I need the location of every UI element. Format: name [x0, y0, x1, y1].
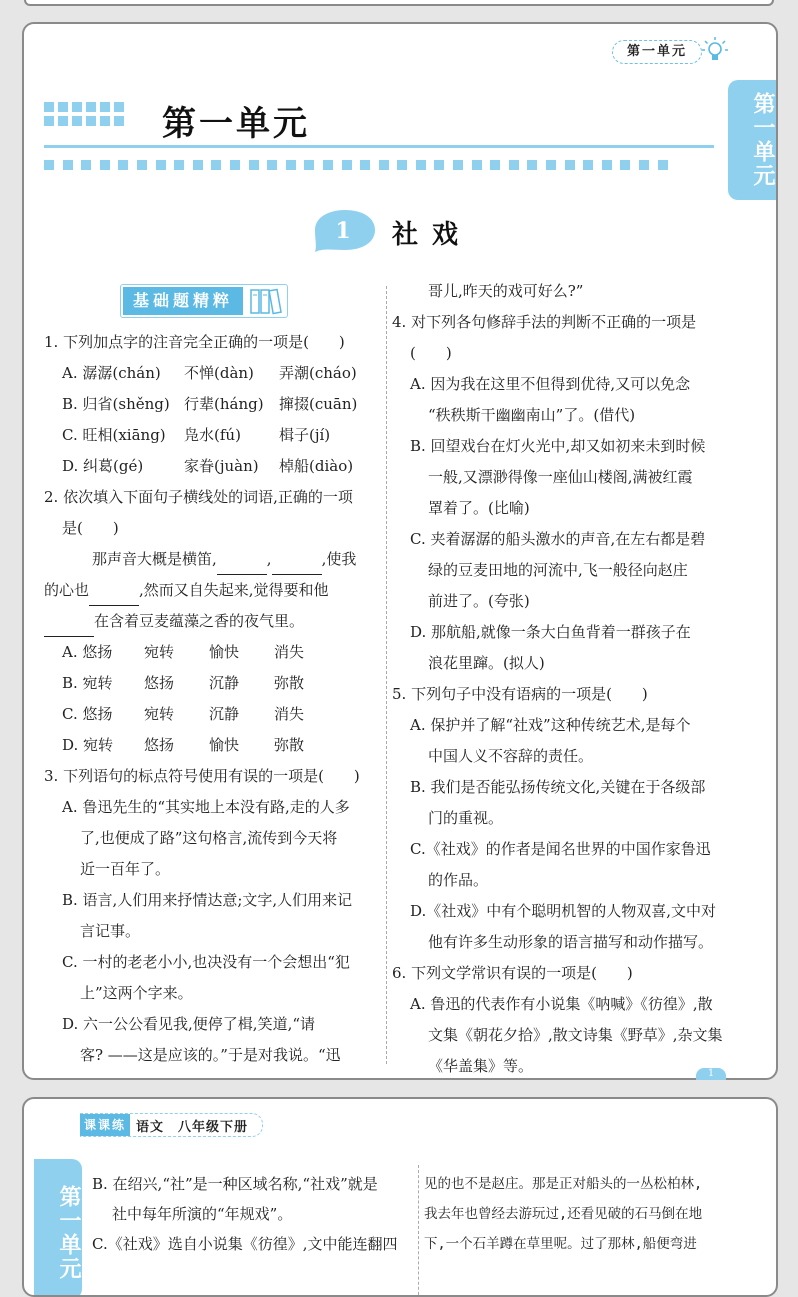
- q5-option-a: A. 保护并了解“社戏”这种传统艺术,是每个: [410, 716, 691, 734]
- q2-option-d: D. 宛转 悠扬 愉快 弥散: [62, 736, 305, 754]
- lesson-number: 1: [335, 218, 351, 244]
- q5-stem: 5. 下列句子中没有语病的一项是( ): [392, 685, 648, 703]
- unit-title: 第一单元: [162, 104, 310, 144]
- q5-option-a-cont: 中国人义不容辞的责任。: [428, 747, 594, 765]
- q5-option-d: D.《社戏》中有个聪明机智的人物双喜,文中对: [410, 902, 717, 920]
- q1-option-a: A. 潺潺(chán) 不惮(dàn) 弄潮(cháo): [62, 364, 357, 382]
- column-divider-2: [418, 1165, 419, 1297]
- q6-option-a: A. 鲁迅的代表作有小说集《呐喊》《彷徨》,散: [410, 995, 713, 1013]
- q5-option-c-cont: 的作品。: [428, 871, 489, 889]
- q4-option-c-cont: 绿的豆麦田地的河流中,飞一般径向赵庄: [428, 561, 688, 579]
- blank: [44, 616, 94, 637]
- books-icon: [249, 287, 285, 315]
- q2-option-a: A. 悠扬 宛转 愉快 消失: [62, 643, 305, 661]
- q3-option-b-cont: 言记事。: [80, 922, 141, 940]
- section-label: [120, 284, 288, 318]
- q4-option-b: B. 回望戏台在灯火光中,却又如初来未到时候: [410, 437, 706, 455]
- q2-passage-line-3: 在含着豆麦蕴藻之香的夜气里。: [44, 606, 384, 637]
- q3-continuation: 哥儿,昨天的戏可好么?”: [428, 282, 584, 300]
- section-label-text: 基础题精粹: [123, 287, 243, 315]
- series-header: [80, 1113, 263, 1137]
- q3-option-a: A. 鲁迅先生的“其实地上本没有路,走的人多: [62, 798, 350, 816]
- q4-option-c-cont: 前进了。(夸张): [428, 592, 530, 610]
- q2-stem-cont: 是( ): [62, 519, 119, 537]
- q2-passage-line-2: 的心也 ,然而又自失起来,觉得要和他: [44, 575, 384, 606]
- passage-line: 下,一个石羊蹲在草里呢。过了那林,船便弯进: [424, 1236, 697, 1252]
- q5-option-b: B. 我们是否能弘扬传统文化,关键在于各级部: [410, 778, 706, 796]
- q3-option-c: C. 一村的老老小小,也决没有一个会想出“犯: [62, 953, 350, 971]
- q1-option-c: C. 旺相(xiāng) 凫水(fú) 楫子(jí): [62, 426, 331, 444]
- q1-option-d: D. 纠葛(gé) 家眷(juàn) 棹船(diào): [62, 457, 354, 475]
- q3-option-c-cont: 上”这两个字来。: [80, 984, 193, 1002]
- q3-option-d-cont: 客? ——这是应该的。”于是对我说。“迅: [80, 1046, 341, 1064]
- subject-label: 语文 八年级下册: [136, 1119, 249, 1135]
- blank: [217, 554, 267, 575]
- q4-stem: 4. 对下列各句修辞手法的判断不正确的一项是: [392, 313, 697, 331]
- q4-option-a-cont: “秩秩斯干幽幽南山”了。(借代): [428, 406, 636, 424]
- unit-side-tab-2: 第一单元: [34, 1159, 82, 1297]
- unit-badge: 第一单元: [612, 40, 702, 64]
- page2-option-b-cont: 社中每年所演的“年规戏”。: [112, 1205, 293, 1223]
- lightbulb-icon: [702, 36, 728, 66]
- decorative-dot-row: [44, 160, 668, 170]
- q4-option-b-cont: 罩着了。(比喻): [428, 499, 530, 517]
- q2-stem: 2. 依次填入下面句子横线处的词语,正确的一项: [44, 488, 353, 506]
- series-brand: 课课练: [80, 1114, 130, 1136]
- q4-option-d-cont: 浪花里蹿。(拟人): [428, 654, 545, 672]
- q4-stem-cont: ( ): [410, 344, 452, 362]
- blank: [89, 585, 139, 606]
- q3-option-a-cont: 近一百年了。: [80, 860, 171, 878]
- blank: [272, 554, 322, 575]
- q5-option-d-cont: 他有许多生动形象的语言描写和动作描写。: [428, 933, 714, 951]
- q3-stem: 3. 下列语句的标点符号使用有误的一项是( ): [44, 767, 360, 785]
- q5-option-b-cont: 门的重视。: [428, 809, 504, 827]
- q6-stem: 6. 下列文学常识有误的一项是( ): [392, 964, 633, 982]
- unit-side-tab: 第一单元: [728, 80, 776, 200]
- decorative-squares: [44, 102, 124, 126]
- page2-left-column: [92, 1169, 412, 1259]
- q2-option-b: B. 宛转 悠扬 沉静 弥散: [62, 674, 305, 692]
- q3-option-b: B. 语言,人们用来抒情达意;文字,人们用来记: [62, 891, 353, 909]
- q2-passage-line-1: 那声音大概是横笛, , ,使我: [44, 544, 384, 575]
- title-rule: [44, 145, 714, 148]
- page2-option-b: B. 在绍兴,“社”是一种区域名称,“社戏”就是: [92, 1175, 378, 1193]
- q1-stem: 1. 下列加点字的注音完全正确的一项是( ): [44, 333, 345, 351]
- page2-option-c: C.《社戏》选自小说集《彷徨》,文中能连翻四: [92, 1235, 398, 1253]
- q1-option-b: B. 归省(shěng) 行辈(háng) 撺掇(cuān): [62, 395, 358, 413]
- q6-option-a-cont: 文集《朝花夕拾》,散文诗集《野草》,杂文集: [428, 1026, 723, 1044]
- q3-option-d: D. 六一公公看见我,便停了楫,笑道,“请: [62, 1015, 316, 1033]
- q5-option-c: C.《社戏》的作者是闻名世界的中国作家鲁迅: [410, 840, 711, 858]
- q4-option-c: C. 夹着潺潺的船头激水的声音,在左右都是碧: [410, 530, 706, 548]
- column-divider: [386, 286, 387, 1064]
- passage-line: 见的也不是赵庄。那是正对船头的一丛松柏林,: [424, 1176, 703, 1192]
- lesson-number-bubble: [309, 208, 377, 252]
- previous-page-edge: [24, 0, 774, 6]
- q4-option-d: D. 那航船,就像一条大白鱼背着一群孩子在: [410, 623, 691, 641]
- q2-option-c: C. 悠扬 宛转 沉静 消失: [62, 705, 305, 723]
- right-column: [392, 276, 732, 1082]
- q3-option-a-cont: 了,也便成了路”这句格言,流传到今天将: [80, 829, 338, 847]
- q4-option-b-cont: 一般,又漂渺得像一座仙山楼阁,满被红霞: [428, 468, 693, 486]
- passage-line: 我去年也曾经去游玩过,还看见破的石马倒在地: [424, 1206, 703, 1222]
- workbook-page-2: [22, 1097, 778, 1297]
- workbook-page-1: [22, 22, 778, 1080]
- lesson-title: 社戏: [392, 220, 473, 250]
- left-column: [44, 327, 384, 1071]
- q4-option-a: A. 因为我在这里不但得到优待,又可以免念: [410, 375, 691, 393]
- page-number: 1: [696, 1068, 726, 1080]
- q6-option-a-cont: 《华盖集》等。: [428, 1057, 534, 1075]
- page2-right-column: [424, 1169, 764, 1259]
